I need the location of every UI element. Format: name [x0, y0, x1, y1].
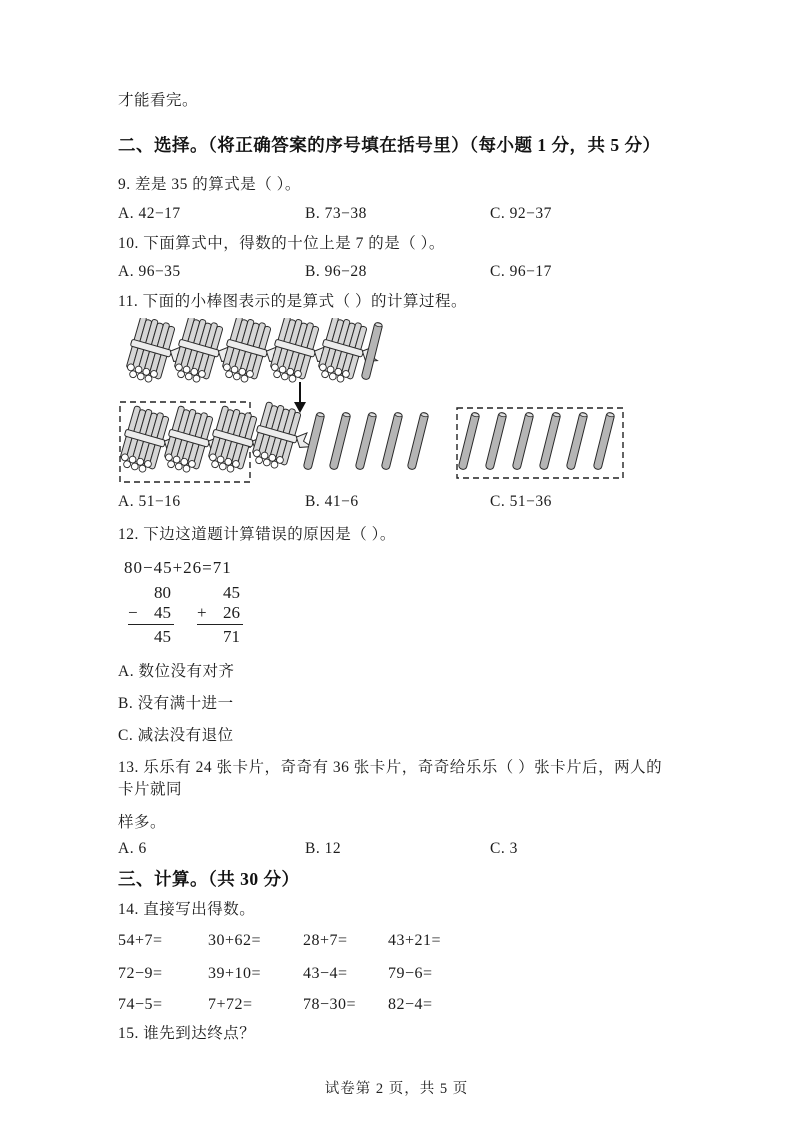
section-choice-heading: 二、选择。（将正确答案的序号填在括号里）（每小题 1 分，共 5 分） [118, 135, 661, 155]
q11-option-b: B. 41−6 [305, 493, 359, 510]
q10-options [118, 261, 678, 283]
q9-options [118, 203, 678, 225]
q14-eq-1-3: 28+7= [303, 932, 348, 949]
q14-eq-2-2: 39+10= [208, 965, 262, 982]
page-footer: 试卷第 2 页，共 5 页 [324, 1081, 469, 1097]
q13-option-b: B. 12 [305, 840, 342, 857]
work2-operation [197, 603, 243, 625]
q11-stem: 11. 下面的小棒图表示的是算式（ ）的计算过程。 [118, 293, 468, 310]
q10-option-b: B. 96−28 [305, 263, 367, 280]
exam-content [118, 90, 678, 1045]
work1-operand: 45 [154, 603, 171, 622]
work2-top: 45 [223, 583, 240, 602]
q15-stem: 15. 谁先到达终点？ [118, 1025, 256, 1042]
q14-row-2 [118, 963, 678, 985]
q9-option-a: A. 42−17 [118, 205, 181, 222]
carryover-text: 才能看完。 [118, 92, 199, 109]
q14-eq-3-3: 78−30= [303, 996, 357, 1013]
q14-eq-3-1: 74−5= [118, 996, 163, 1013]
q13-option-a: A. 6 [118, 840, 147, 857]
q12-equation: 80−45+26=71 [124, 558, 232, 577]
q12-stem: 12. 下边这道题计算错误的原因是（ ）。 [118, 526, 396, 543]
q14-eq-2-1: 72−9= [118, 965, 163, 982]
q10-stem: 10. 下面算式中，得数的十位上是 7 的是（ ）。 [118, 235, 445, 252]
q14-eq-2-3: 43−4= [303, 965, 348, 982]
q14-eq-1-1: 54+7= [118, 932, 163, 949]
q11-options [118, 491, 678, 513]
q13-stem-line1: 13. 乐乐有 24 张卡片，奇奇有 36 张卡片，奇奇给乐乐（ ）张卡片后，两人的卡片就同 [118, 759, 663, 798]
q12-option-c: C. 减法没有退位 [118, 727, 234, 744]
stick-diagram-svg [118, 318, 675, 488]
q9-stem: 9. 差是 35 的算式是（ ）。 [118, 176, 301, 193]
work1-operation [128, 603, 174, 625]
q14-eq-1-4: 43+21= [388, 932, 442, 949]
q12-vertical-work [128, 583, 678, 647]
q14-row-1 [118, 930, 678, 952]
q10-option-c: C. 96−17 [490, 263, 552, 280]
stick-bundle-diagram [118, 318, 675, 488]
q12-work-addition [197, 583, 243, 647]
q12-option-b: B. 没有满十进一 [118, 695, 234, 712]
q14-eq-2-4: 79−6= [388, 965, 433, 982]
q13-stem-line2: 样多。 [118, 814, 167, 831]
q14-eq-3-4: 82−4= [388, 996, 433, 1013]
q12-option-a: A. 数位没有对齐 [118, 663, 235, 680]
section-calc-heading: 三、计算。（共 30 分） [118, 869, 300, 889]
work2-result: 71 [223, 627, 240, 646]
work1-result: 45 [154, 627, 171, 646]
q14-eq-3-2: 7+72= [208, 996, 253, 1013]
q9-option-b: B. 73−38 [305, 205, 367, 222]
q11-option-c: C. 51−36 [490, 493, 552, 510]
q9-option-c: C. 92−37 [490, 205, 552, 222]
work1-top: 80 [154, 583, 171, 602]
q14-stem: 14. 直接写出得数。 [118, 901, 256, 918]
q12-work-subtraction [128, 583, 174, 647]
work1-sign: − [128, 603, 138, 622]
q10-option-a: A. 96−35 [118, 263, 181, 280]
q13-option-c: C. 3 [490, 840, 518, 857]
q14-eq-1-2: 30+62= [208, 932, 262, 949]
q13-options [118, 838, 678, 860]
work2-operand: 26 [223, 603, 240, 622]
q11-option-a: A. 51−16 [118, 493, 181, 510]
work2-sign: + [197, 603, 207, 622]
q14-row-3 [118, 994, 678, 1016]
